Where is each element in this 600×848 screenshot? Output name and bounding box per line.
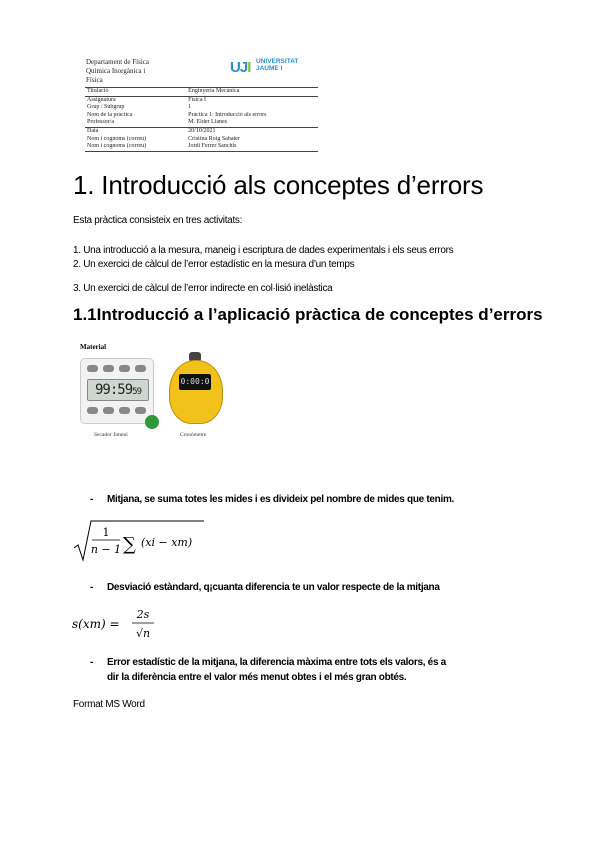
table-row: [85, 143, 318, 151]
f1-numerator: 1: [102, 526, 110, 539]
page-title: 1. Introducció als conceptes d’errors: [73, 170, 484, 200]
timer-button: [119, 407, 130, 414]
university-logo: [230, 54, 299, 78]
cell-value: 20/10/2021: [188, 127, 216, 134]
cell-label: Assignatura: [87, 96, 116, 103]
bullet-error-line-1: Error estadístic de la mitjana, la diferencia màxima entre tots els valors, és a: [107, 657, 446, 668]
logo-mark: UJI: [230, 59, 251, 76]
timer-button: [87, 407, 98, 414]
intro-text: Esta pràctica consisteix en tres activitats:: [73, 215, 243, 226]
cell-label: Grup / Subgrup: [87, 104, 125, 111]
green-dot-icon: [145, 415, 159, 429]
section-heading: 1.1Introducció a l’aplicació pràctica de conceptes d’errors: [73, 305, 543, 324]
timer-button: [135, 365, 146, 372]
header-dept-line-1: Departament de Física: [86, 58, 149, 66]
activity-3: 3. Un exercici de càlcul de l’error indirecte en col·lisió inelàstica: [73, 283, 333, 294]
std-deviation-formula: [72, 518, 212, 564]
logo-name: UNIVERSITAT JAUME I: [256, 58, 299, 72]
bullet-marker: -: [90, 582, 94, 593]
cell-label: Professor/a: [85, 119, 186, 127]
cell-value: Cristina Roig Sabater: [188, 135, 240, 142]
digital-timer-image: [80, 358, 154, 424]
cell-label: Data: [87, 127, 99, 134]
activity-2: 2. Un exercici de càlcul de l’error estadístic en la mesura d’un temps: [73, 259, 355, 270]
activity-1: 1. Una introducció a la mesura, maneig i escriptura de dades experimentals i els seus errors: [73, 245, 454, 256]
timer-button: [87, 365, 98, 372]
cell-value: Jordi Ferrer Sanchis: [186, 143, 318, 151]
cell-value: Física I: [188, 96, 206, 103]
timer-button: [135, 407, 146, 414]
timer-button: [103, 365, 114, 372]
table-row: [85, 136, 318, 144]
f2-lhs: s(xm) =: [72, 617, 120, 631]
bullet-mean: Mitjana, se suma totes les mides i es divideix pel nombre de mides que tenim.: [107, 494, 455, 505]
cell-value: Enginyeria Mecànica: [186, 88, 318, 97]
bullet-marker: -: [90, 657, 94, 668]
stopwatch-image: [165, 352, 225, 424]
material-label: Material: [80, 343, 107, 351]
f1-denominator: n − 1: [90, 543, 122, 556]
bullet-error-line-2: dir la diferència entre el valor més menut obtes i el més gran obtés.: [107, 672, 407, 683]
cell-value: Pràctica 1: Introducció als errors: [188, 111, 267, 118]
cell-label: Titulació: [85, 88, 186, 97]
format-note: Format MS Word: [73, 699, 145, 710]
bullet-std: Desviació estàndard, q¡cuanta diferencia te un valor respecte de la mitjana: [107, 582, 440, 593]
cell-value: 1: [188, 104, 192, 111]
table-row: [85, 119, 318, 127]
f2-numerator: 2s: [136, 608, 150, 621]
timer-caption: Secador Jimeni: [94, 432, 128, 438]
table-row: [85, 104, 318, 112]
f2-denominator: √n: [135, 627, 151, 640]
f1-body: (xi − xm): [141, 536, 193, 549]
stopwatch-body: [169, 360, 223, 424]
mean-error-formula: [72, 604, 162, 644]
cell-label: Nom i cognoms (correu): [87, 135, 147, 142]
cell-label: Nom de la pràctica: [87, 111, 133, 118]
timer-button: [119, 365, 130, 372]
table-row: [85, 96, 318, 104]
timer-button: [103, 407, 114, 414]
table-row: [85, 112, 318, 120]
timer-display: 99:5959: [87, 379, 149, 401]
header-dept-line-2: Química Inorgànica i: [86, 67, 146, 75]
bullet-marker: -: [90, 494, 94, 505]
stopwatch-caption: Cronòmetre: [180, 432, 207, 438]
table-row: [85, 88, 318, 97]
stopwatch-display: 0:00:0: [179, 374, 211, 390]
table-row: [85, 127, 318, 135]
sum-sign: ∑: [123, 534, 136, 555]
cell-value: M. Elder Llanes: [186, 119, 318, 127]
cell-label: Nom i cognoms (correu): [85, 143, 186, 151]
header-info-table: [85, 87, 318, 152]
header-dept-line-3: Física: [86, 76, 103, 84]
